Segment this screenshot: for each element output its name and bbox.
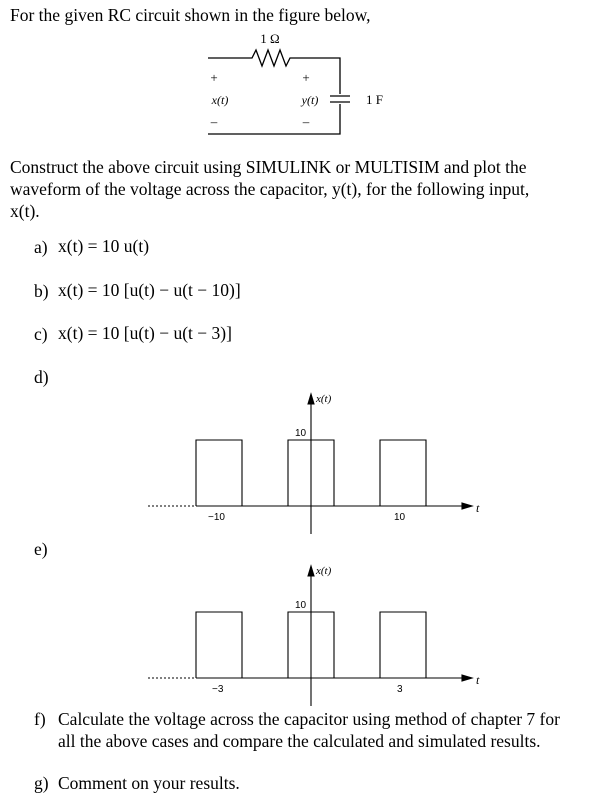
plot-e-pulse-1 xyxy=(196,612,242,678)
input-minus: – xyxy=(210,114,218,129)
output-label: y(t) xyxy=(301,93,319,107)
output-plus: + xyxy=(302,70,310,85)
plot-e-tick-right: 3 xyxy=(397,684,403,695)
item-e-label: e) xyxy=(34,539,48,559)
item-c-label: c) xyxy=(34,324,48,344)
plot-d-time-arrow xyxy=(462,503,472,509)
plot-e-xlabel: t xyxy=(476,673,480,687)
item-a-label: a) xyxy=(34,237,48,257)
output-minus: – xyxy=(302,114,310,129)
capacitor-label: 1 F xyxy=(366,92,383,107)
resistor-and-top-wire xyxy=(208,50,340,94)
item-f-line-1: Calculate the voltage across the capacitor using method of chapter 7 for xyxy=(58,709,560,729)
plot-d xyxy=(140,384,500,534)
plot-e-time-arrow xyxy=(462,675,472,681)
item-b-label: b) xyxy=(34,281,49,301)
resistor-label: 1 Ω xyxy=(260,31,280,46)
input-label: x(t) xyxy=(211,93,229,107)
instruction-line-1: Construct the above circuit using SIMULINK or MULTISIM and plot the xyxy=(10,157,527,177)
intro-text: For the given RC circuit shown in the figure below, xyxy=(10,5,371,25)
plot-d-pulse-1 xyxy=(196,440,242,506)
bottom-wire xyxy=(208,104,340,134)
plot-e xyxy=(140,556,500,706)
plot-e-amplitude: 10 xyxy=(295,600,307,611)
rc-circuit-diagram xyxy=(190,26,420,138)
plot-d-amplitude: 10 xyxy=(295,428,307,439)
instruction-line-3: x(t). xyxy=(10,201,40,221)
plot-d-ylabel: x(t) xyxy=(316,393,332,405)
plot-e-pulse-3 xyxy=(380,612,426,678)
input-plus: + xyxy=(210,70,218,85)
plot-d-vertical-arrow xyxy=(308,394,314,404)
plot-e-vertical-arrow xyxy=(308,566,314,576)
item-g-text: Comment on your results. xyxy=(58,773,240,793)
item-f-line-2: all the above cases and compare the calculated and simulated results. xyxy=(58,731,541,751)
item-f-label: f) xyxy=(34,709,46,729)
item-d-label: d) xyxy=(34,367,49,387)
item-c-expression: x(t) = 10 [u(t) − u(t − 3)] xyxy=(58,323,232,343)
plot-e-tick-left: −3 xyxy=(212,684,224,695)
instruction-line-2: waveform of the voltage across the capacitor, y(t), for the following input, xyxy=(10,179,530,199)
item-g-label: g) xyxy=(34,773,49,793)
item-b-expression: x(t) = 10 [u(t) − u(t − 10)] xyxy=(58,280,241,300)
plot-e-ylabel: x(t) xyxy=(316,565,332,577)
plot-d-xlabel: t xyxy=(476,501,480,515)
item-a-expression: x(t) = 10 u(t) xyxy=(58,236,150,256)
plot-d-pulse-3 xyxy=(380,440,426,506)
plot-d-tick-right: 10 xyxy=(394,512,406,523)
plot-d-tick-left: −10 xyxy=(208,512,225,523)
